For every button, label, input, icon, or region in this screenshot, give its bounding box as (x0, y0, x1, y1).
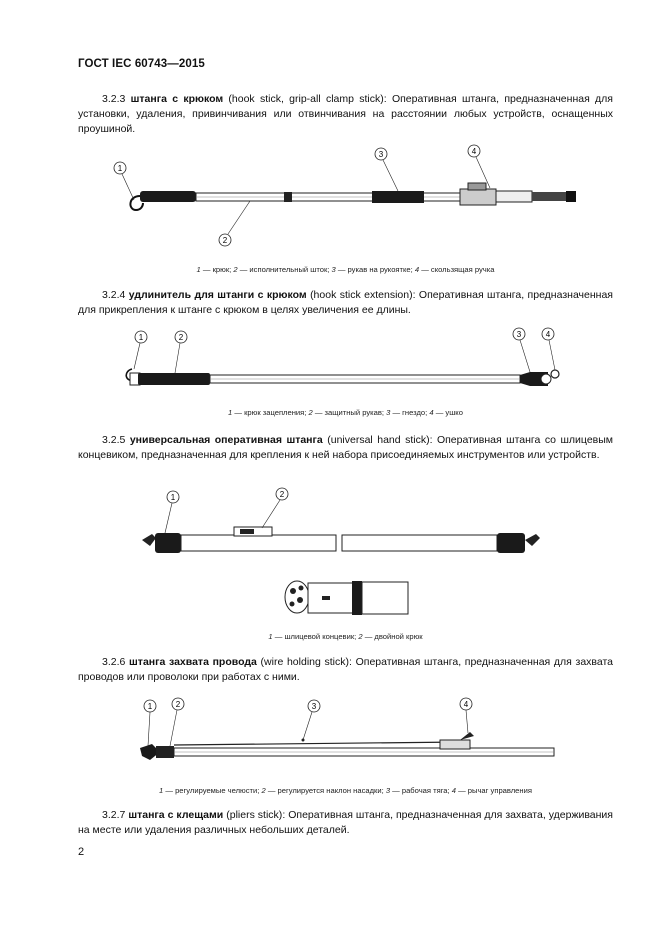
section-3-2-6: 3.2.6 штанга захвата провода (wire holding stick): Оперативная штанга, предназначенная для захвата проводов или проволоки при работах с ними. (78, 656, 614, 684)
figure-caption-1: 1 — крюк; 2 — исполнительный шток; 3 — рукав на рукоятке; 4 — скользящая ручка (196, 265, 495, 274)
section-3-2-4: 3.2.4 удлинитель для штанги с крюком (hook stick extension): Оперативная штанга, предназначенная для прикрепления к штанге с крюком в целях увеличения ее длины. (78, 289, 613, 317)
callout-4: 4 (471, 147, 477, 156)
figure-caption-2: 1 — крюк зацепления; 2 — защитный рукав; 3 — гнездо; 4 — ушко (228, 408, 463, 417)
svg-text:4: 4 (463, 700, 469, 709)
figure-universal-hand-stick (142, 488, 540, 615)
figure-wire-holding-stick (140, 698, 554, 760)
page-number: 2 (78, 846, 85, 858)
document-header: ГОСТ IEC 60743—2015 (78, 58, 205, 70)
figure-caption-4: 1 — регулируемые челюсти; 2 — регулируется наклон насадки; 3 — рабочая тяга; 4 — рычаг управления (159, 786, 532, 795)
svg-text:2: 2 (178, 333, 184, 342)
callout-1: 1 (117, 164, 123, 173)
callout-3: 3 (378, 150, 384, 159)
svg-text:1: 1 (170, 493, 176, 502)
figure-caption-3: 1 — шлицевой концевик; 2 — двойной крюк (268, 632, 423, 641)
svg-text:3: 3 (311, 702, 317, 711)
section-3-2-7: 3.2.7 штанга с клещами (pliers stick): Оперативная штанга, предназначенная для захвата, удерживания на месте или удаления различных небольших деталей. (78, 809, 613, 837)
svg-text:4: 4 (545, 330, 551, 339)
svg-text:1: 1 (147, 702, 153, 711)
section-3-2-3: 3.2.3 штанга с крюком (hook stick, grip-all clamp stick): Оперативная штанга, предназначенная для установки, удаления, привинчивания или отвинчивания на расстоянии любых устройств, оснащенных проушиной. (78, 93, 613, 136)
svg-text:2: 2 (279, 490, 285, 499)
svg-text:3: 3 (516, 330, 522, 339)
section-3-2-5: 3.2.5 универсальная оперативная штанга (universal hand stick): Оперативная штанга со шлицевым концевиком, предназначенная для крепления к ней набора присоединяемых инструментов или устройств. (78, 434, 613, 462)
figure-hook-stick-extension (126, 328, 559, 386)
svg-text:1: 1 (138, 333, 144, 342)
svg-text:2: 2 (175, 700, 181, 709)
figure-hook-stick (114, 145, 576, 246)
callout-2: 2 (222, 236, 228, 245)
